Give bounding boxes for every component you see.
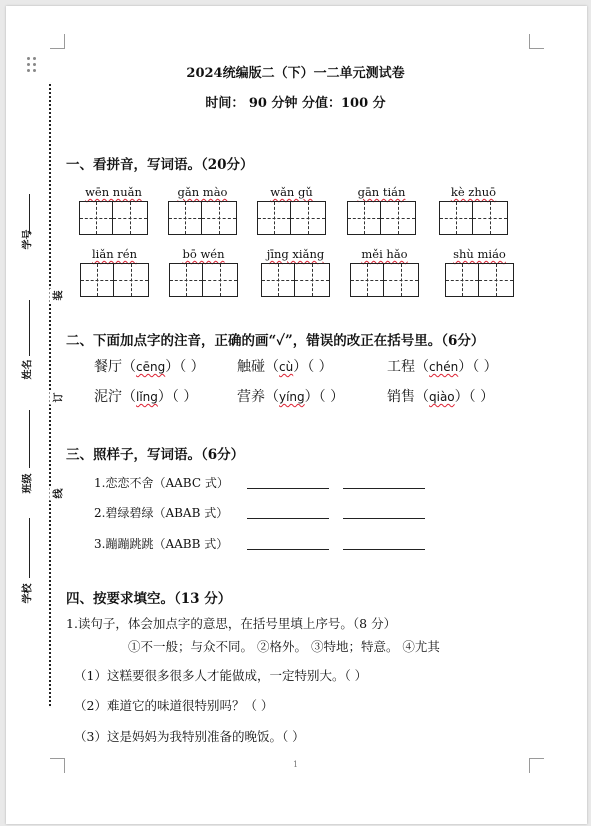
pinyin-label: gān tián (357, 185, 406, 199)
pinyin-label: liǎn rén (92, 247, 137, 261)
section-2-heading: 二、下面加点字的注音，正确的画“✓”，错误的改正在括号里。（6分） (66, 333, 485, 349)
exam-time-score: 时间： 90 分钟 分值：100 分 (205, 96, 386, 111)
section-3-heading: 三、照样子，写词语。（6分） (66, 447, 245, 463)
writing-grid-cell[interactable] (384, 263, 419, 297)
pronunciation-item: 工程（chén）（ ） (387, 359, 498, 375)
meaning-options: ①不一般；与众不同。 ②格外。 ③特地；特意。 ④尤其 (128, 639, 440, 654)
writing-grid-cell[interactable] (113, 201, 148, 235)
pinyin-word-box (347, 185, 416, 235)
binding-tag-zhuang: 装 (50, 289, 65, 303)
pinyin-word-box (79, 185, 148, 235)
writing-grid-cell[interactable] (80, 263, 114, 297)
section-1-heading: 一、看拼音，写词语。（20分） (66, 157, 254, 173)
pattern-question: 1.恋恋不舍（AABC 式） (94, 476, 229, 490)
answer-blank[interactable] (247, 518, 329, 519)
writing-grid-cell[interactable] (257, 201, 291, 235)
pronunciation-item: 餐厅（cēng）（ ） (94, 359, 205, 375)
writing-grid-cell[interactable] (168, 201, 202, 235)
writing-grid-cell[interactable] (347, 201, 381, 235)
pinyin-word-box (257, 185, 326, 235)
pinyin-label: měi hǎo (361, 247, 408, 261)
writing-grid-cell[interactable] (202, 201, 237, 235)
writing-grid-cell[interactable] (291, 201, 326, 235)
pronunciation-item: 触碰（cù）（ ） (237, 359, 333, 375)
section-4-heading: 四、按要求填空。（13 分） (66, 591, 232, 607)
pinyin-label: kè zhuō (450, 185, 497, 199)
writing-grid-cell[interactable] (445, 263, 479, 297)
binding-tag-xian: 线 (50, 487, 65, 501)
writing-grid-cell[interactable] (473, 201, 508, 235)
answer-blank[interactable] (343, 549, 425, 550)
writing-grid-cell[interactable] (381, 201, 416, 235)
side-fill-line (29, 194, 30, 234)
writing-grid-cell[interactable] (169, 263, 203, 297)
pinyin-label: wēn nuǎn (85, 185, 142, 199)
writing-grid-cell[interactable] (79, 201, 113, 235)
writing-grid-cell[interactable] (350, 263, 384, 297)
pronunciation-item: 销售（qiào）（ ） (387, 389, 495, 405)
pinyin-label: bō wén (182, 247, 225, 261)
side-fill-line (29, 410, 30, 468)
sentence-item: （1）这糕要很多很多人才能做成，一定特别大。（ ） (74, 668, 368, 683)
writing-grid-cell[interactable] (114, 263, 149, 297)
pinyin-label: gǎn mào (177, 185, 228, 199)
answer-blank[interactable] (343, 518, 425, 519)
pattern-question: 2.碧绿碧绿（ABAB 式） (94, 506, 229, 520)
pronunciation-item: 营养（yíng）（ ） (237, 389, 345, 405)
writing-grid-cell[interactable] (261, 263, 295, 297)
answer-blank[interactable] (247, 549, 329, 550)
pinyin-word-box (169, 247, 238, 297)
pinyin-word-box (80, 247, 149, 297)
question-instruction: 1.读句子，体会加点字的意思，在括号里填上序号。（8 分） (66, 616, 397, 631)
side-fill-line (29, 300, 30, 356)
pinyin-label: shù miáo (453, 247, 506, 261)
page-title: 2024统编版二（下）一二单元测试卷 (186, 66, 405, 81)
pinyin-word-box (445, 247, 514, 297)
margin-corner-mark (529, 34, 544, 49)
sentence-item: （2）难道它的味道很特别吗？（ ） (74, 698, 274, 713)
pinyin-word-box (261, 247, 330, 297)
side-label-name: 姓名 (22, 359, 34, 380)
writing-grid-cell[interactable] (203, 263, 238, 297)
pinyin-label: wǎn gǔ (270, 185, 313, 199)
side-label-class: 班级 (22, 473, 34, 494)
side-fill-line (29, 518, 30, 578)
binding-tag-ding: 订 (50, 391, 65, 405)
pinyin-word-box (439, 185, 508, 235)
side-label-school: 学校 (22, 583, 34, 604)
margin-corner-mark (50, 34, 65, 49)
pinyin-word-box (168, 185, 237, 235)
pronunciation-item: 泥泞（lǐng）（ ） (94, 389, 198, 405)
sentence-item: （3）这是妈妈为我特别准备的晚饭。（ ） (74, 729, 305, 744)
writing-grid-cell[interactable] (295, 263, 330, 297)
pattern-question: 3.蹦蹦跳跳（AABB 式） (94, 537, 229, 551)
answer-blank[interactable] (247, 488, 329, 489)
writing-grid-cell[interactable] (479, 263, 514, 297)
side-label-student-id: 学号 (22, 229, 34, 250)
pinyin-word-box (350, 247, 419, 297)
answer-blank[interactable] (343, 488, 425, 489)
pinyin-label: jīng xiǎng (266, 247, 325, 261)
page-number: 1 (292, 760, 299, 769)
writing-grid-cell[interactable] (439, 201, 473, 235)
